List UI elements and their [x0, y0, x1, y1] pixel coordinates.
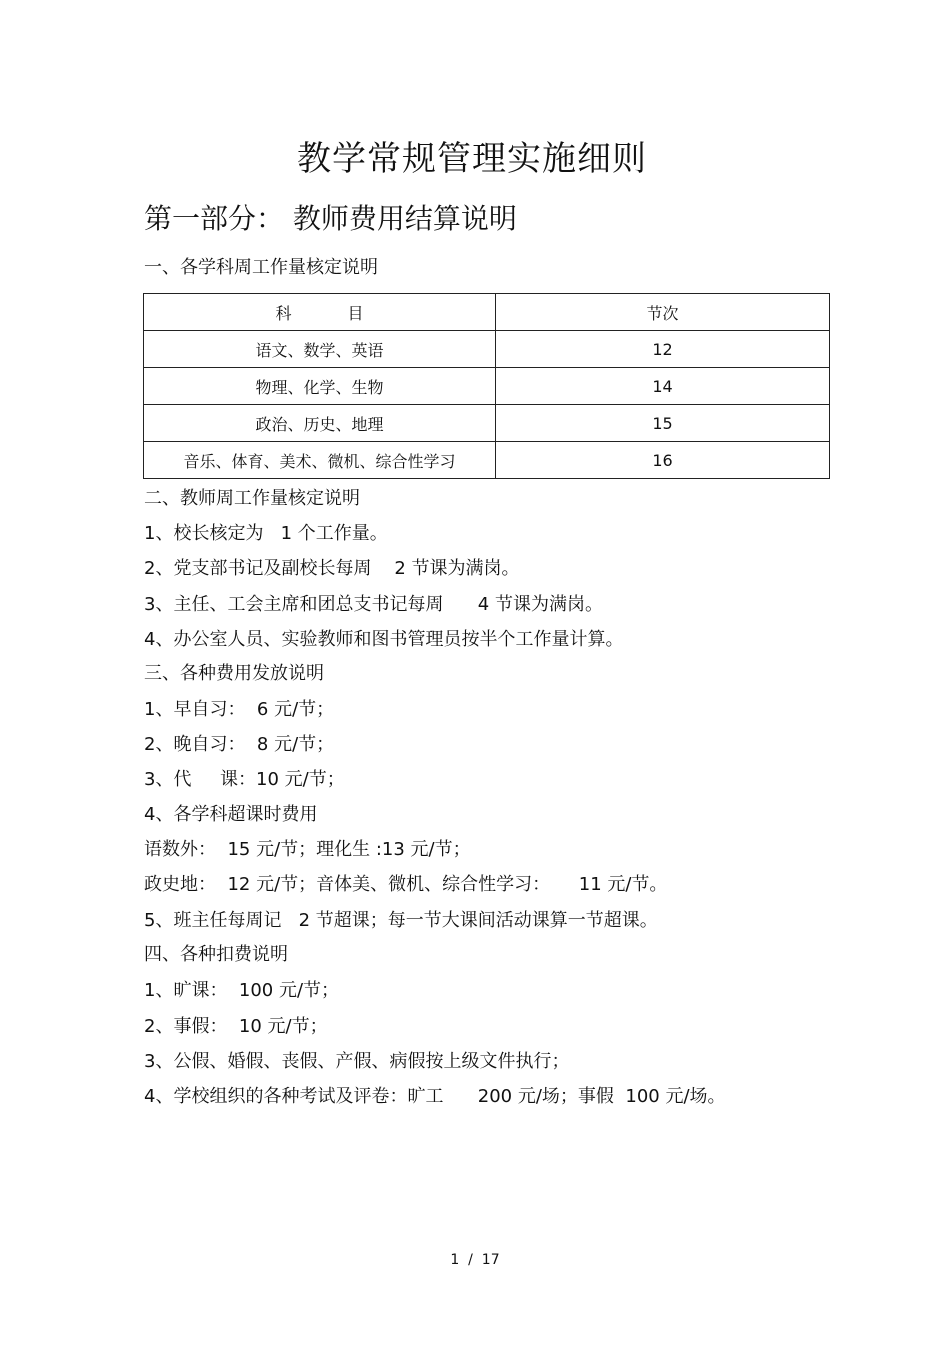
table-cell-subject: 语文、数学、英语	[144, 331, 496, 368]
table-row	[144, 405, 830, 442]
section-heading: 一、各学科周工作量核定说明	[144, 257, 378, 278]
section-heading: 四、各种扣费说明	[144, 944, 288, 965]
section-heading: 三、各种费用发放说明	[144, 663, 324, 684]
text-line: 4、各学科超课时费用	[144, 804, 318, 825]
table-cell-subject: 物理、化学、生物	[144, 368, 496, 405]
table-cell-subject: 音乐、体育、美术、微机、综合性学习	[144, 442, 496, 479]
table-cell-periods: 16	[496, 442, 830, 479]
text-line: 4、学校组织的各种考试及评卷：旷工 200 元/场；事假 100 元/场。	[144, 1086, 726, 1107]
page-number: 1 / 17	[450, 1252, 500, 1268]
workload-table	[143, 293, 830, 479]
text-line: 3、代 课：10 元/节；	[144, 769, 345, 790]
table-cell-periods: 15	[496, 405, 830, 442]
table-header-periods: 节次	[496, 294, 830, 331]
table-header-row	[144, 294, 830, 331]
section-heading: 二、教师周工作量核定说明	[144, 488, 360, 509]
text-line: 1、旷课： 100 元/节；	[144, 980, 340, 1001]
table-row	[144, 442, 830, 479]
table-cell-periods: 14	[496, 368, 830, 405]
text-line: 5、班主任每周记 2 节超课；每一节大课间活动课算一节超课。	[144, 910, 658, 931]
table-header-subject: 科 目	[144, 294, 496, 331]
table-row	[144, 368, 830, 405]
text-line: 政史地： 12 元/节；音体美、微机、综合性学习： 11 元/节。	[144, 874, 668, 895]
table-cell-periods: 12	[496, 331, 830, 368]
part-title: 第一部分： 教师费用结算说明	[144, 202, 517, 235]
table-row	[144, 331, 830, 368]
text-line: 1、校长核定为 1 个工作量。	[144, 523, 388, 544]
text-line: 1、早自习： 6 元/节；	[144, 699, 335, 720]
table-cell-subject: 政治、历史、地理	[144, 405, 496, 442]
text-line: 3、主任、工会主席和团总支书记每周 4 节课为满岗。	[144, 594, 603, 615]
text-line: 2、晚自习： 8 元/节；	[144, 734, 335, 755]
text-line: 2、事假： 10 元/节；	[144, 1016, 328, 1037]
text-line: 3、公假、婚假、丧假、产假、病假按上级文件执行；	[144, 1051, 570, 1072]
document-title: 教学常规管理实施细则	[297, 139, 647, 179]
text-line: 语数外： 15 元/节；理化生 :13 元/节；	[144, 839, 471, 860]
text-line: 2、党支部书记及副校长每周 2 节课为满岗。	[144, 558, 520, 579]
text-line: 4、办公室人员、实验教师和图书管理员按半个工作量计算。	[144, 629, 624, 650]
